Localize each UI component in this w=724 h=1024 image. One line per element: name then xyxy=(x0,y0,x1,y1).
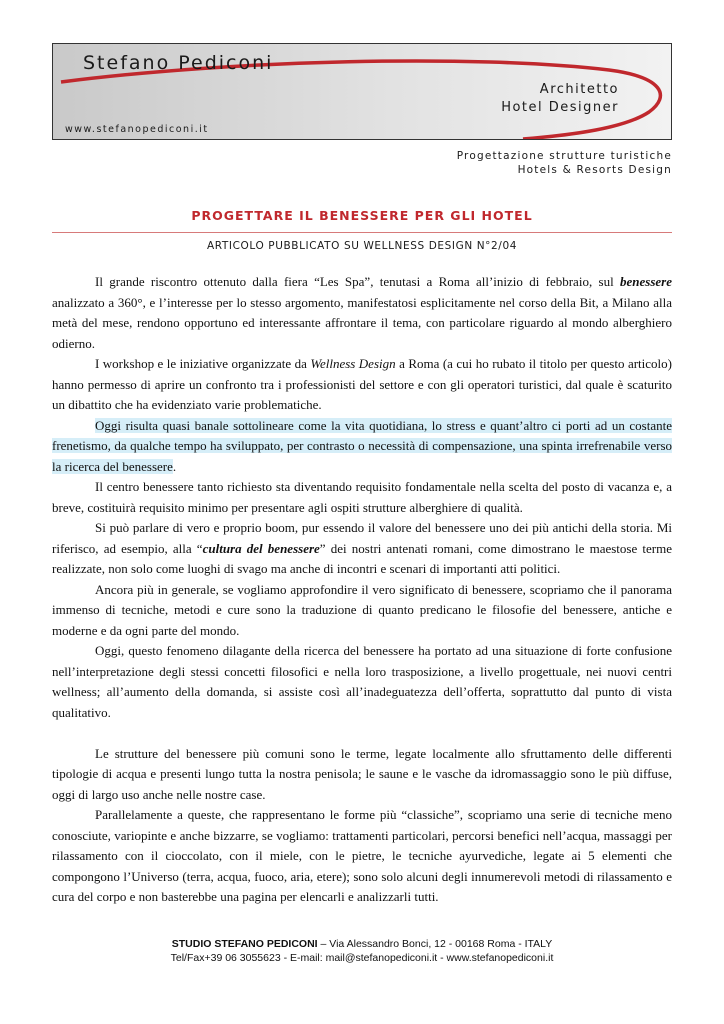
footer-address-line xyxy=(52,937,672,951)
paragraph-5: Si può parlare di vero e proprio boom, pur essendo il valore del benessere uno dei più antichi della storia. Mi riferisco, ad esempio, alla “cultura del benessere” dei nostri antenati romani, come dimostrano le maestose terme realizzate, non solo come luoghi di svago ma anche di incontri e scenari di importanti atti politici. xyxy=(52,520,672,576)
emphasis-wellness-design: Wellness Design xyxy=(310,356,396,371)
emphasis-cultura-del-benessere: cultura del benessere xyxy=(202,540,320,556)
tagline-line-2: Hotels & Resorts Design xyxy=(517,164,672,176)
paragraph-8: Le strutture del benessere più comuni sono le terme, legate localmente allo sfruttamento delle differenti tipologie di acqua e presenti lungo tutta la nostra penisola; le saune e le vasche da idromassaggio sono le più diffuse, oggi di largo uso anche nelle nostre case. xyxy=(52,745,672,802)
header-banner xyxy=(52,43,672,140)
title-divider xyxy=(52,232,672,233)
article-title: PROGETTARE IL BENESSERE PER GLI HOTEL xyxy=(191,208,533,223)
paragraph-6: Ancora più in generale, se vogliamo approfondire il vero significato di benessere, scopriamo che il panorama immenso di tecniche, metodi e cure sono la traduzione di quanto predicano le filosofie del benessere, antiche e moderne e da ogni parte del mondo. xyxy=(52,581,672,638)
website-url: www.stefanopediconi.it xyxy=(65,124,209,135)
footer-address: – Via Alessandro Bonci, 12 - 00168 Roma - ITALY xyxy=(317,938,553,950)
tagline-line-1: Progettazione strutture turistiche xyxy=(456,150,672,162)
paragraph-9: Parallelamente a queste, che rappresentano le forme più “classiche”, scopriamo una serie di tecniche meno conosciute, variopinte e anche bizzarre, se vogliamo: trattamenti particolari, percorsi benefici nell’acqua, massaggi per rilassamento con il cioccolato, con il miele, con le pietre, le tecniche ayurvediche, legate ai 5 elementi che compongono l’Universo (terra, acqua, fuoco, aria, etere); sono solo alcuni degli innumerevoli metodi di rilassamento e cura del corpo e non basterebbe una pagina per elencarli e analizzarli tutti. xyxy=(52,807,672,904)
footer-studio-name: STUDIO STEFANO PEDICONI xyxy=(171,938,318,950)
article-subtitle: ARTICOLO PUBBLICATO SU WELLNESS DESIGN N°2/04 xyxy=(206,240,518,252)
role-architect: Architetto xyxy=(539,82,619,97)
emphasis-benessere: benessere xyxy=(620,274,672,289)
paragraph-1: Il grande riscontro ottenuto dalla fiera “Les Spa”, tenutasi a Roma all’inizio di febbraio, sul benessere analizzato a 360°, e l’interesse per lo stesso argomento, manifestatosi esplicitamente nel corso della Bit, a Milano alla metà del mese, rendono opportuno ed interessante affrontare il tema, con particolare riguardo al mondo alberghiero odierno. xyxy=(52,274,672,351)
footer-contacts: Tel/Fax+39 06 3055623 - E-mail: mail@stefanopediconi.it - www.stefanopediconi.it xyxy=(170,952,554,964)
paragraph-3-highlighted[interactable]: Oggi risulta quasi banale sottolineare come la vita quotidiana, lo stress e quant’altro ci porti ad un costante frenetismo, da qualche tempo ha sviluppato, per contrasto o necessità di compensazione, una spinta irrefrenabile verso la ricerca del benessere. xyxy=(52,417,672,474)
paragraph-4: Il centro benessere tanto richiesto sta diventando requisito fondamentale nella scelta del posto di vacanza e, a breve, costituirà requisito minimo per presentare agli ospiti strutture alberghiere di qualità. xyxy=(52,479,672,515)
paragraph-2: I workshop e le iniziative organizzate da Wellness Design a Roma (a cui ho rubato il titolo per questo articolo) hanno permesso di aprire un confronto tra i professionisti del settore e con gli operatori turistici, dal quale è scaturito un dibattito che ha evidenziato varie problematiche. xyxy=(52,356,672,412)
article-body xyxy=(52,272,672,908)
text-selection-highlight[interactable]: Oggi risulta quasi banale sottolineare come la vita quotidiana, lo stress e quant’altro ci porti ad un costante frenetismo, da qualche tempo ha sviluppato, per contrasto o necessità di compensazione, una spinta irrefrenabile verso la ricerca del benessere xyxy=(52,417,672,474)
architect-name: Stefano Pediconi xyxy=(83,52,274,74)
page-footer xyxy=(52,937,672,965)
paragraph-7: Oggi, questo fenomeno dilagante della ricerca del benessere ha portato ad una situazione di forte confusione nell’interpretazione degli stessi concetti filosofici e nella loro trasposizione, a livello progettuale, nei nuovi centri wellness; all’aumento della domanda, si assiste così all’inadeguatezza dell’offerta, soprattutto dal punto di vista qualitativo. xyxy=(52,643,672,720)
role-hotel-designer: Hotel Designer xyxy=(501,100,619,115)
